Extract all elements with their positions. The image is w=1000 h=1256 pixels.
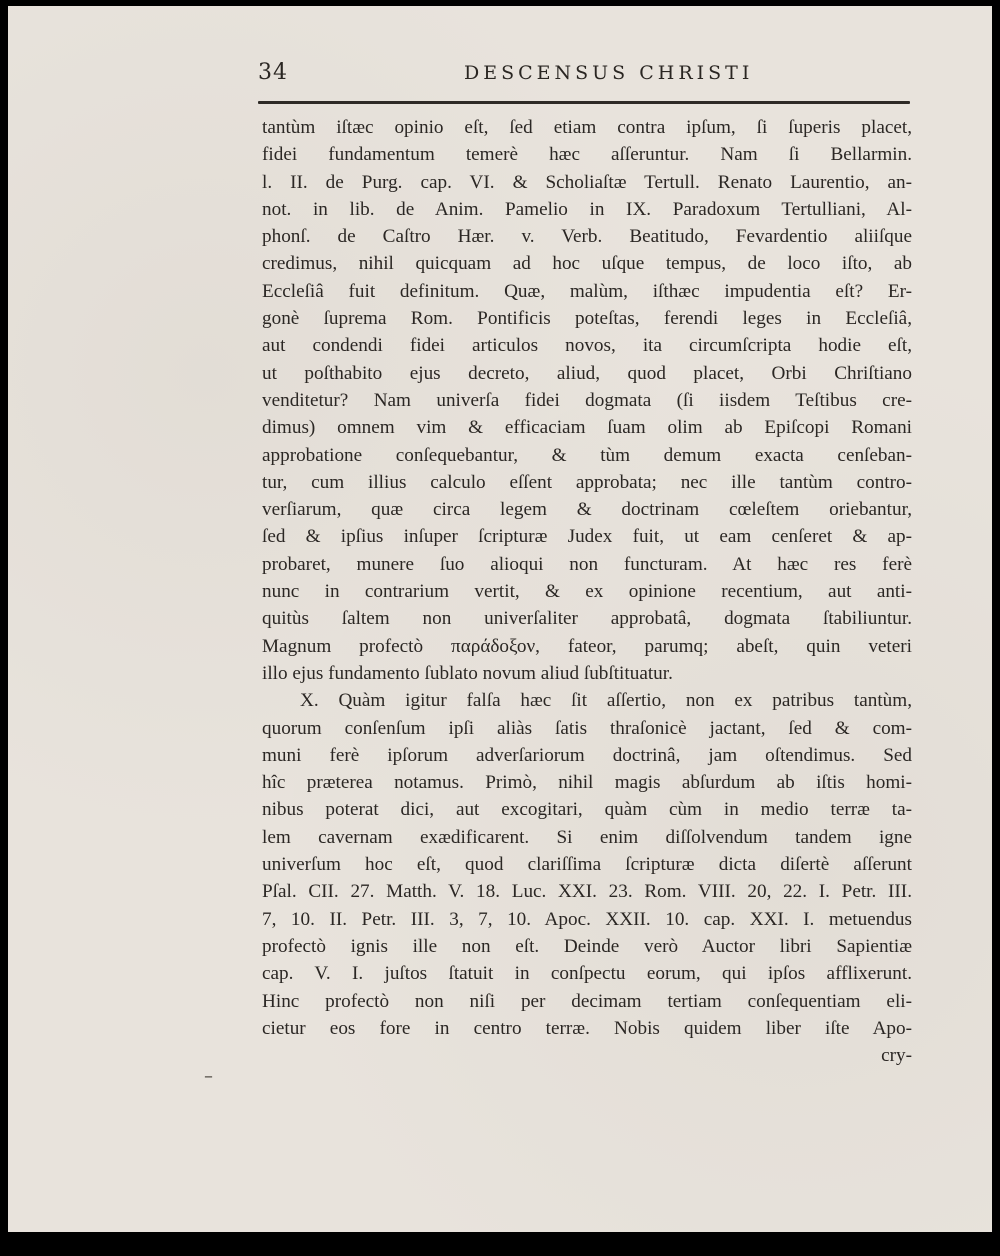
text-line: dimus) omnem vim & efficaciam ſuam olim ab Epiſcopi Romani [262,417,912,439]
text-line: cap. V. I. juſtos ſtatuit in conſpectu eorum, qui ipſos afflixerunt. [262,963,912,985]
text-line: phonſ. de Caſtro Hær. v. Verb. Beatitudo, Fevardentio aliiſque [262,226,912,248]
page-number: 34 [258,60,288,85]
margin-mark: – [204,1066,213,1087]
text-line: tantùm iſtæc opinio eſt, ſed etiam contra ipſum, ſi ſuperis placet, [262,117,912,138]
catchword: cry- [881,1045,912,1067]
text-line: 7, 10. II. Petr. III. 3, 7, 10. Apoc. XXII. 10. cap. XXI. I. metuendus [262,908,912,930]
text-line: ut poſthabito ejus decreto, aliud, quod placet, Orbi Chriſtiano [262,362,912,384]
text-line: venditetur? Nam univerſa fidei dogmata (ſi iisdem Teſtibus cre- [262,389,912,411]
text-line: nibus poterat dici, aut excogitari, quàm cùm in medio terræ ta- [262,799,912,821]
text-line: verſiarum, quæ circa legem & doctrinam cœleſtem oriebantur, [262,499,912,521]
text-line: lem cavernam exædificarent. Si enim diſſolvendum tandem igne [262,826,912,848]
running-head: DESCENSUS CHRISTI [464,62,754,84]
body-text [262,114,912,1069]
text-line: Magnum profectò παράδοξον, fateor, parumq; abeſt, quin veteri [262,635,912,657]
text-line: univerſum hoc eſt, quod clariſſima ſcripturæ dicta diſertè aſſerunt [262,854,912,876]
text-line: l. II. de Purg. cap. VI. & Scholiaſtæ Tertull. Renato Laurentio, an- [262,171,912,193]
text-line: approbatione conſequebantur, & tùm demum exacta cenſeban- [262,444,912,466]
header-rule [258,101,910,104]
text-line: cietur eos fore in centro terræ. Nobis quidem liber iſte Apo- [262,1017,912,1039]
section-heading-line: X. Quàm igitur falſa hæc ſit aſſertio, non ex patribus tantùm, [300,690,912,712]
text-line: muni ferè ipſorum adverſariorum doctrinâ, jam oſtendimus. Sed [262,744,912,766]
text-line: aut condendi fidei articulos novos, ita circumſcripta hodie eſt, [262,335,912,357]
text-line: credimus, nihil quicquam ad hoc uſque tempus, de loco iſto, ab [262,253,912,275]
text-line: quitùs ſaltem non univerſaliter approbatâ, dogmata ſtabiliuntur. [262,608,912,630]
text-line: probaret, munere ſuo alioqui non functuram. At hæc res ferè [262,553,912,575]
text-line: illo ejus fundamento ſublato novum aliud ſubſtituatur. [262,662,673,684]
text-line: Pſal. CII. 27. Matth. V. 18. Luc. XXI. 23. Rom. VIII. 20, 22. I. Petr. III. [262,881,912,903]
text-line: nunc in contrarium vertit, & ex opinione recentium, aut anti- [262,581,912,603]
text-line: Eccleſiâ fuit definitum. Quæ, malùm, iſthæc impudentia eſt? Er- [262,280,912,302]
text-line: Hinc profectò non niſi per decimam tertiam conſequentiam eli- [262,990,912,1012]
text-line: not. in lib. de Anim. Pamelio in IX. Paradoxum Tertulliani, Al- [262,198,912,220]
text-line: ſed & ipſius inſuper ſcripturæ Judex fuit, ut eam cenſeret & ap- [262,526,912,548]
page-header [258,60,908,90]
text-line: quorum conſenſum ipſi aliàs ſatis thraſonicè jactant, ſed & com- [262,717,912,739]
text-line: tur, cum illius calculo eſſent approbata; nec ille tantùm contro- [262,471,912,493]
text-line: profectò ignis ille non eſt. Deinde verò Auctor libri Sapientiæ [262,935,912,957]
text-line: hîc præterea notamus. Primò, nihil magis abſurdum ab iſtis homi- [262,772,912,794]
text-line: gonè ſuprema Rom. Pontificis poteſtas, ferendi leges in Eccleſiâ, [262,308,912,330]
text-line: fidei fundamentum temerè hæc aſſeruntur. Nam ſi Bellarmin. [262,144,912,166]
